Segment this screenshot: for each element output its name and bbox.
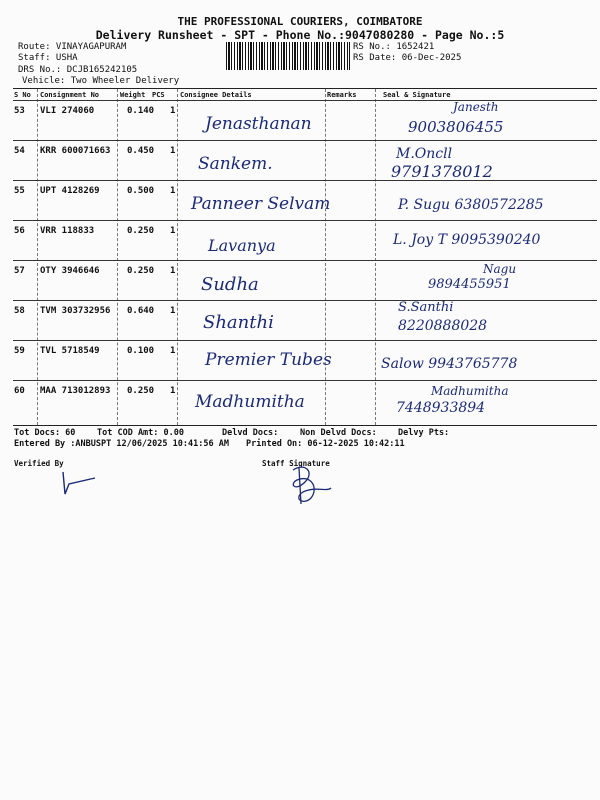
seal-phone: 9003806455 (408, 118, 504, 136)
seal-signature: S.Santhi (398, 300, 454, 315)
rs-date: RS Date: 06-Dec-2025 (353, 53, 462, 63)
row-pcs: 1 (170, 266, 176, 276)
seal-signature: M.Oncll (396, 146, 453, 162)
row-sno: 53 (14, 106, 25, 116)
row-sno: 57 (14, 266, 25, 276)
row-weight: 0.450 (127, 146, 155, 156)
table-row (13, 142, 597, 182)
row-consignment: TVM 303732956 (40, 306, 111, 316)
non-delivered-docs: Non Delvd Docs: (300, 428, 377, 438)
row-pcs: 1 (170, 306, 176, 316)
drs-number: DRS No.: DCJB165242105 (18, 65, 138, 75)
consignee-handwriting: Panneer Selvam (191, 194, 331, 214)
header-divider (13, 100, 597, 101)
vehicle-label: Vehicle: Two Wheeler Delivery (22, 76, 180, 86)
row-weight: 0.250 (127, 386, 155, 396)
row-sno: 59 (14, 346, 25, 356)
table-row (13, 262, 597, 302)
seal-signature: Salow 9943765778 (381, 356, 518, 372)
row-weight: 0.640 (127, 306, 155, 316)
row-consignment: VRR 118833 (40, 226, 95, 236)
row-consignment: UPT 4128269 (40, 186, 100, 196)
row-pcs: 1 (170, 186, 176, 196)
total-cod: Tot COD Amt: 0.00 (97, 428, 184, 438)
header-sno: S No (14, 91, 31, 99)
seal-signature: L. Joy T 9095390240 (393, 232, 541, 248)
company-title: THE PROFESSIONAL COURIERS, COIMBATORE (177, 15, 423, 28)
consignee-handwriting: Shanthi (203, 312, 274, 333)
row-consignment: VLI 274060 (40, 106, 95, 116)
row-pcs: 1 (170, 106, 176, 116)
header-consignee: Consignee Details (180, 91, 252, 99)
total-docs: Tot Docs: 60 (14, 428, 76, 438)
table-row (13, 302, 597, 342)
consignee-handwriting: Jenasthanan (205, 114, 312, 134)
row-sno: 60 (14, 386, 25, 396)
row-consignment: MAA 713012893 (40, 386, 111, 396)
row-pcs: 1 (170, 346, 176, 356)
seal-signature: Madhumitha (431, 384, 509, 398)
staff-signature-icon (275, 462, 355, 512)
seal-signature: Nagu (483, 262, 517, 276)
consignee-handwriting: Madhumitha (195, 392, 305, 412)
seal-phone: 7448933894 (396, 400, 486, 416)
row-pcs: 1 (170, 146, 176, 156)
row-weight: 0.140 (127, 106, 155, 116)
row-consignment: KRR 600071663 (40, 146, 111, 156)
runsheet-table (13, 88, 597, 426)
row-sno: 54 (14, 146, 25, 156)
consignee-handwriting: Sudha (201, 274, 259, 295)
seal-phone: 9791378012 (391, 162, 493, 181)
table-row (13, 222, 597, 262)
row-consignment: TVL 5718549 (40, 346, 100, 356)
row-divider (13, 140, 597, 141)
route-label: Route: VINAYAGAPURAM (18, 42, 127, 52)
row-weight: 0.500 (127, 186, 155, 196)
verified-by-label: Verified By (14, 459, 64, 468)
seal-signature: Janesth (453, 100, 499, 114)
table-row (13, 342, 597, 382)
row-divider (13, 300, 597, 301)
seal-phone: 9894455951 (428, 277, 511, 292)
header-consignment: Consignment No (40, 91, 100, 99)
consignee-handwriting: Premier Tubes (205, 350, 332, 370)
runsheet-subtitle: Delivery Runsheet - SPT - Phone No.:9047080280 - Page No.:5 (95, 28, 505, 42)
row-divider (13, 340, 597, 341)
row-consignment: OTY 3946646 (40, 266, 100, 276)
staff-signature-label: Staff Signature (262, 459, 330, 468)
consignee-handwriting: Lavanya (208, 236, 276, 255)
row-sno: 58 (14, 306, 25, 316)
row-sno: 55 (14, 186, 25, 196)
row-divider (13, 380, 597, 381)
staff-label: Staff: USHA (18, 53, 78, 63)
table-row (13, 382, 597, 422)
row-pcs: 1 (170, 386, 176, 396)
delivered-docs: Delvd Docs: (222, 428, 279, 438)
barcode-icon (226, 42, 350, 70)
table-row (13, 102, 597, 142)
row-divider (13, 260, 597, 261)
row-pcs: 1 (170, 226, 176, 236)
row-weight: 0.250 (127, 266, 155, 276)
entered-by: Entered By :ANBUSPT 12/06/2025 10:41:56 AM (14, 439, 229, 449)
row-sno: 56 (14, 226, 25, 236)
delivery-points: Delvy Pts: (398, 428, 450, 438)
row-weight: 0.250 (127, 226, 155, 236)
header-seal: Seal & Signature (383, 91, 451, 99)
row-weight: 0.100 (127, 346, 155, 356)
header-remarks: Remarks (327, 91, 357, 99)
header-pcs: PCS (152, 91, 165, 99)
header-weight: Weight (120, 91, 146, 99)
printed-on: Printed On: 06-12-2025 10:42:11 (246, 439, 405, 449)
consignee-handwriting: Sankem. (198, 154, 273, 174)
row-divider (13, 220, 597, 221)
verified-signature-icon (55, 470, 115, 500)
rs-number: RS No.: 1652421 (353, 42, 435, 52)
seal-phone: 8220888028 (398, 318, 488, 334)
row-divider (13, 180, 597, 181)
table-row (13, 182, 597, 222)
seal-signature: P. Sugu 6380572285 (398, 197, 544, 213)
